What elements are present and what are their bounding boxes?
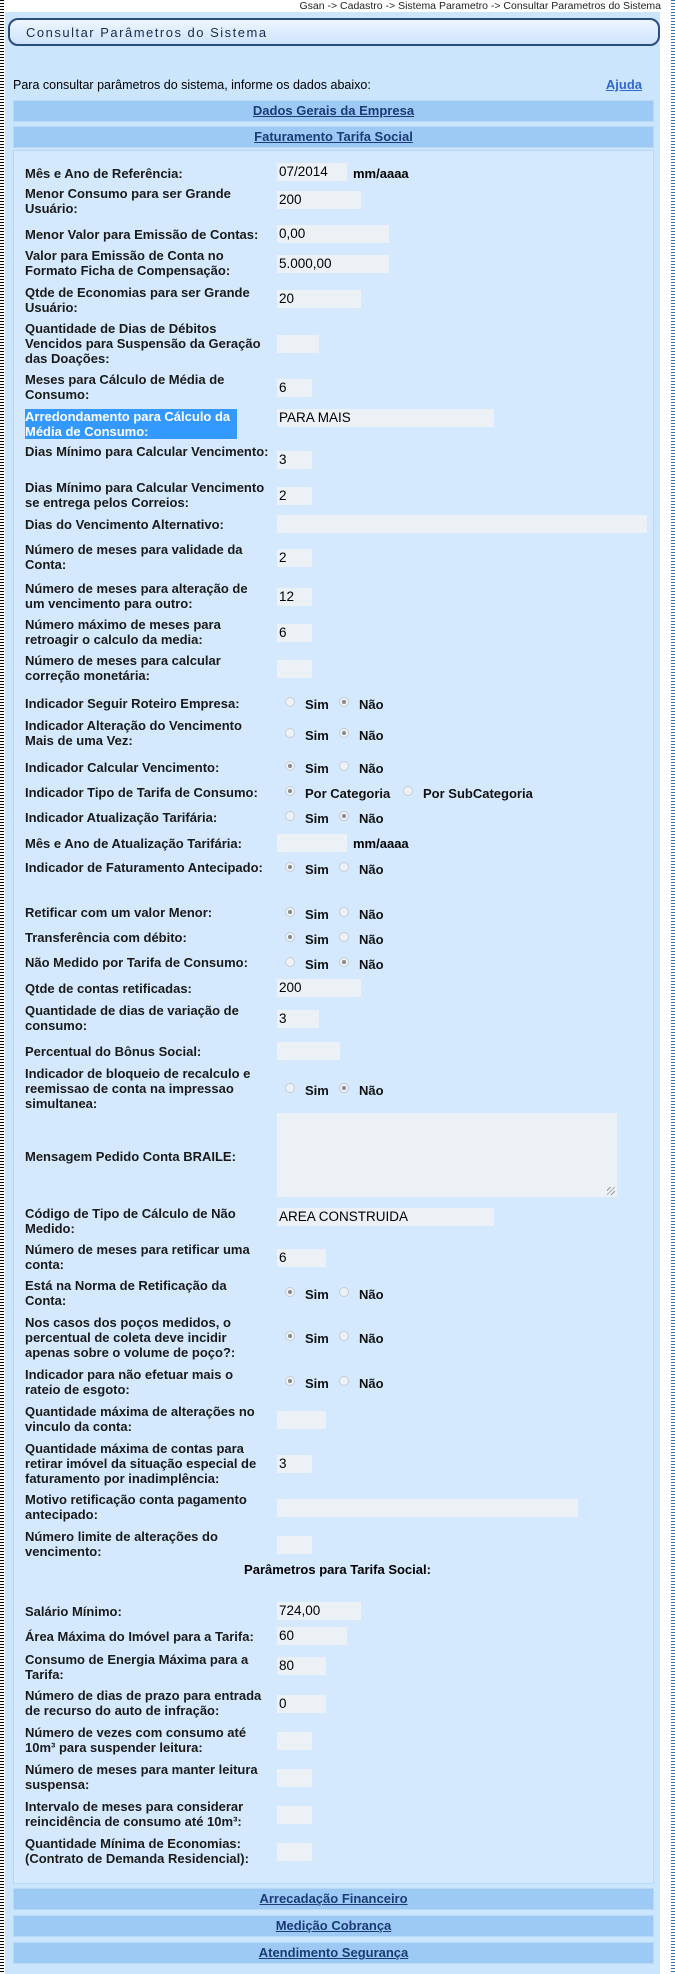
mes-ano-atualizacao-unit: mm/aaaa [353, 836, 409, 851]
ind-calcular-venc-sim-radio[interactable] [285, 761, 295, 771]
meses-media-label: Meses para Cálculo de Média de Consumo: [25, 372, 225, 402]
meses-retificar-field[interactable]: 6 [277, 1249, 326, 1267]
meses-alteracao-field[interactable]: 12 [277, 588, 312, 606]
dias-venc-alt-field[interactable] [277, 515, 647, 533]
transferencia-debito-sim-radio[interactable] [285, 932, 295, 942]
ind-tipo-tarifa-categoria-label: Por Categoria [305, 786, 391, 801]
codigo-calculo-field[interactable]: AREA CONSTRUIDA [277, 1208, 494, 1226]
section-arrecadacao[interactable]: Arrecadação Financeiro [13, 1888, 654, 1910]
ind-tipo-tarifa-label: Indicador Tipo de Tarifa de Consumo: [25, 785, 258, 800]
dias-min-correios-label: Dias Mínimo para Calcular Vencimento se entrega pelos Correios: [25, 480, 265, 510]
ind-atualizacao-tarifaria-nao-label: Não [359, 811, 384, 826]
pocos-medidos-nao-radio[interactable] [339, 1331, 349, 1341]
transferencia-debito-sim-label: Sim [305, 932, 329, 947]
ind-bloqueio-recalculo-sim-radio[interactable] [285, 1083, 295, 1093]
retificar-menor-nao-label: Não [359, 907, 384, 922]
qtde-economias-label: Qtde de Economias para ser Grande Usuário: [25, 285, 250, 315]
retificar-menor-sim-radio[interactable] [285, 907, 295, 917]
resize-grip-icon[interactable] [607, 1187, 615, 1195]
nao-efetuar-rateio-sim-label: Sim [305, 1376, 329, 1391]
nao-medido-tarifa-sim-label: Sim [305, 957, 329, 972]
menor-valor-label: Menor Valor para Emissão de Contas: [25, 227, 259, 242]
help-link[interactable]: Ajuda [605, 77, 642, 92]
breadcrumb: Gsan -> Cadastro -> Sistema Parametro -> Consultar Parametros do Sistema [299, 0, 661, 12]
meses-correcao-label: Número de meses para calcular correção monetária: [25, 653, 221, 683]
intervalo-reincidencia-label: Intervalo de meses para considerar reincidência de consumo até 10m³: [25, 1799, 244, 1829]
page-title: Consultar Parâmetros do Sistema [26, 25, 268, 40]
dias-min-correios-field[interactable]: 2 [277, 487, 312, 505]
consumo-energia-label: Consumo de Energia Máxima para a Tarifa: [25, 1652, 249, 1682]
transferencia-debito-nao-radio[interactable] [339, 932, 349, 942]
ind-tipo-tarifa-subcategoria-radio[interactable] [403, 786, 413, 796]
valor-ficha-field[interactable]: 5.000,00 [277, 255, 389, 273]
ind-seguir-roteiro-sim-label: Sim [305, 697, 329, 712]
dias-variacao-label: Quantidade de dias de variação de consumo: [25, 1003, 239, 1033]
ind-alteracao-venc-nao-radio[interactable] [339, 728, 349, 738]
meses-retificar-label: Número de meses para retificar uma conta: [25, 1242, 250, 1272]
ind-seguir-roteiro-nao-label: Não [359, 697, 384, 712]
tarifa-social-heading: Parâmetros para Tarifa Social: [244, 1562, 431, 1577]
nao-medido-tarifa-nao-label: Não [359, 957, 384, 972]
mes-ano-referencia-unit: mm/aaaa [353, 166, 409, 181]
meses-validade-label: Número de meses para validade da Conta: [25, 542, 243, 572]
nao-efetuar-rateio-sim-radio[interactable] [285, 1376, 295, 1386]
main-panel [5, 12, 660, 1974]
section-medicao[interactable]: Medição Cobrança [13, 1915, 654, 1937]
motivo-retificacao-label: Motivo retificação conta pagamento antecipado: [25, 1492, 247, 1522]
ind-seguir-roteiro-sim-radio[interactable] [285, 697, 295, 707]
dias-prazo-recurso-label: Número de dias de prazo para entrada de recurso do auto de infração: [25, 1688, 262, 1718]
nao-medido-tarifa-sim-radio[interactable] [285, 957, 295, 967]
mes-ano-atualizacao-label: Mês e Ano de Atualização Tarifária: [25, 836, 242, 851]
norma-retificacao-sim-label: Sim [305, 1287, 329, 1302]
ind-bloqueio-recalculo-nao-label: Não [359, 1083, 384, 1098]
meses-retroagir-field[interactable]: 6 [277, 624, 312, 642]
limite-alteracoes-label: Número limite de alterações do vencimento: [25, 1529, 218, 1559]
codigo-calculo-label: Código de Tipo de Cálculo de Não Medido: [25, 1206, 236, 1236]
norma-retificacao-nao-label: Não [359, 1287, 384, 1302]
meses-leitura-suspensa-label: Número de meses para manter leitura suspensa: [25, 1762, 258, 1792]
vezes-consumo-field[interactable] [277, 1732, 312, 1750]
qtde-retificadas-field[interactable]: 200 [277, 979, 361, 997]
limite-alteracoes-field[interactable] [277, 1536, 312, 1554]
nao-efetuar-rateio-label: Indicador para não efetuar mais o rateio de esgoto: [25, 1367, 234, 1397]
meses-media-field[interactable]: 6 [277, 379, 312, 397]
qtde-minima-economias-label: Quantidade Mínima de Economias: (Contrato de Demanda Residencial): [25, 1836, 249, 1866]
area-maxima-label: Área Máxima do Imóvel para a Tarifa: [25, 1629, 254, 1644]
ind-fat-antecipado-sim-radio[interactable] [285, 862, 295, 872]
ind-bloqueio-recalculo-sim-label: Sim [305, 1083, 329, 1098]
area-maxima-field[interactable]: 60 [277, 1627, 347, 1645]
menor-consumo-label: Menor Consumo para ser Grande Usuário: [25, 186, 231, 216]
transferencia-debito-nao-label: Não [359, 932, 384, 947]
mes-ano-atualizacao-field[interactable] [277, 834, 347, 852]
mes-ano-referencia-field[interactable]: 07/2014 [277, 163, 347, 181]
ind-fat-antecipado-nao-radio[interactable] [339, 862, 349, 872]
nao-efetuar-rateio-nao-radio[interactable] [339, 1376, 349, 1386]
dias-variacao-field[interactable]: 3 [277, 1010, 319, 1028]
ind-tipo-tarifa-subcategoria-label: Por SubCategoria [423, 786, 533, 801]
nao-medido-tarifa-label: Não Medido por Tarifa de Consumo: [25, 955, 248, 970]
pocos-medidos-nao-label: Não [359, 1331, 384, 1346]
arredondamento-label: Arredondamento para Cálculo da Média de Consumo: [25, 409, 237, 439]
ind-alteracao-venc-nao-label: Não [359, 728, 384, 743]
salario-minimo-label: Salário Mínimo: [25, 1604, 122, 1619]
ind-fat-antecipado-nao-label: Não [359, 862, 384, 877]
mensagem-braile-textarea[interactable] [277, 1113, 617, 1197]
salario-minimo-field[interactable]: 724,00 [277, 1602, 361, 1620]
mensagem-braile-label: Mensagem Pedido Conta BRAILE: [25, 1149, 236, 1164]
qtde-contas-retirar-field[interactable]: 3 [277, 1455, 312, 1473]
meses-retroagir-label: Número máximo de meses para retroagir o calculo da media: [25, 617, 221, 647]
section-faturamento[interactable]: Faturamento Tarifa Social [13, 126, 654, 148]
dias-debitos-field[interactable] [277, 335, 319, 353]
norma-retificacao-label: Está na Norma de Retificação da Conta: [25, 1278, 227, 1308]
ind-tipo-tarifa-categoria-radio[interactable] [285, 786, 295, 796]
ind-atualizacao-tarifaria-label: Indicador Atualização Tarifária: [25, 810, 218, 825]
ind-calcular-venc-sim-label: Sim [305, 761, 329, 776]
qtde-retificadas-label: Qtde de contas retificadas: [25, 981, 192, 996]
percentual-bonus-label: Percentual do Bônus Social: [25, 1044, 202, 1059]
vezes-consumo-label: Número de vezes com consumo até 10m³ para suspender leitura: [25, 1725, 247, 1755]
menor-consumo-field[interactable]: 200 [277, 191, 361, 209]
norma-retificacao-sim-radio[interactable] [285, 1287, 295, 1297]
ind-bloqueio-recalculo-nao-radio[interactable] [339, 1083, 349, 1093]
ind-seguir-roteiro-nao-radio[interactable] [339, 697, 349, 707]
dias-min-venc-label: Dias Mínimo para Calcular Vencimento: [25, 444, 269, 459]
nao-medido-tarifa-nao-radio[interactable] [339, 957, 349, 967]
pocos-medidos-label: Nos casos dos poços medidos, o percentual de coleta deve incidir apenas sobre o volume de poço?: [25, 1315, 236, 1360]
ind-atualizacao-tarifaria-sim-radio[interactable] [285, 811, 295, 821]
ind-atualizacao-tarifaria-nao-radio[interactable] [339, 811, 349, 821]
section-atendimento[interactable]: Atendimento Segurança [13, 1942, 654, 1964]
pocos-medidos-sim-label: Sim [305, 1331, 329, 1346]
qtde-economias-field[interactable]: 20 [277, 290, 361, 308]
consumo-energia-field[interactable]: 80 [277, 1657, 326, 1675]
pocos-medidos-sim-radio[interactable] [285, 1331, 295, 1341]
dias-venc-alt-label: Dias do Vencimento Alternativo: [25, 517, 224, 532]
meses-correcao-field[interactable] [277, 660, 312, 678]
dias-min-venc-field[interactable]: 3 [277, 451, 312, 469]
ind-calcular-venc-label: Indicador Calcular Vencimento: [25, 760, 220, 775]
meses-validade-field[interactable]: 2 [277, 549, 312, 567]
qtde-alteracoes-vinculo-field[interactable] [277, 1411, 326, 1429]
valor-ficha-label: Valor para Emissão de Conta no Formato Ficha de Compensação: [25, 248, 231, 278]
intervalo-reincidencia-field[interactable] [277, 1806, 312, 1824]
qtde-minima-economias-field[interactable] [277, 1843, 312, 1861]
dias-prazo-recurso-field[interactable]: 0 [277, 1695, 326, 1713]
mes-ano-referencia-label: Mês e Ano de Referência: [25, 166, 183, 181]
norma-retificacao-nao-radio[interactable] [339, 1287, 349, 1297]
ind-fat-antecipado-sim-label: Sim [305, 862, 329, 877]
retificar-menor-label: Retificar com um valor Menor: [25, 905, 213, 920]
section-dados-gerais[interactable]: Dados Gerais da Empresa [13, 100, 654, 122]
nao-efetuar-rateio-nao-label: Não [359, 1376, 384, 1391]
intro-text: Para consultar parâmetros do sistema, informe os dados abaixo: [13, 78, 371, 92]
meses-alteracao-label: Número de meses para alteração de um vencimento para outro: [25, 581, 248, 611]
arredondamento-field[interactable]: PARA MAIS [277, 409, 494, 427]
percentual-bonus-field[interactable] [277, 1042, 340, 1060]
dias-debitos-label: Quantidade de Dias de Débitos Vencidos para Suspensão da Geração das Doações: [25, 321, 261, 366]
ind-alteracao-venc-label: Indicador Alteração do Vencimento Mais de uma Vez: [25, 718, 242, 748]
ind-bloqueio-recalculo-label: Indicador de bloqueio de recalculo e reemissao de conta na impressao simultanea: [25, 1066, 251, 1111]
ind-seguir-roteiro-label: Indicador Seguir Roteiro Empresa: [25, 696, 240, 711]
retificar-menor-nao-radio[interactable] [339, 907, 349, 917]
motivo-retificacao-field[interactable] [277, 1499, 578, 1517]
left-page-border [0, 0, 4, 1974]
qtde-contas-retirar-label: Quantidade máxima de contas para retirar imóvel da situação especial de faturamento por inadimplência: [25, 1441, 257, 1486]
transferencia-debito-label: Transferência com débito: [25, 930, 187, 945]
qtde-alteracoes-vinculo-label: Quantidade máxima de alterações no vinculo da conta: [25, 1404, 255, 1434]
right-page-border [671, 0, 675, 1974]
menor-valor-field[interactable]: 0,00 [277, 225, 389, 243]
ind-atualizacao-tarifaria-sim-label: Sim [305, 811, 329, 826]
retificar-menor-sim-label: Sim [305, 907, 329, 922]
ind-fat-antecipado-label: Indicador de Faturamento Antecipado: [25, 860, 263, 875]
page-title-bar [8, 18, 660, 46]
ind-alteracao-venc-sim-label: Sim [305, 728, 329, 743]
ind-calcular-venc-nao-label: Não [359, 761, 384, 776]
ind-calcular-venc-nao-radio[interactable] [339, 761, 349, 771]
meses-leitura-suspensa-field[interactable] [277, 1769, 312, 1787]
ind-alteracao-venc-sim-radio[interactable] [285, 728, 295, 738]
